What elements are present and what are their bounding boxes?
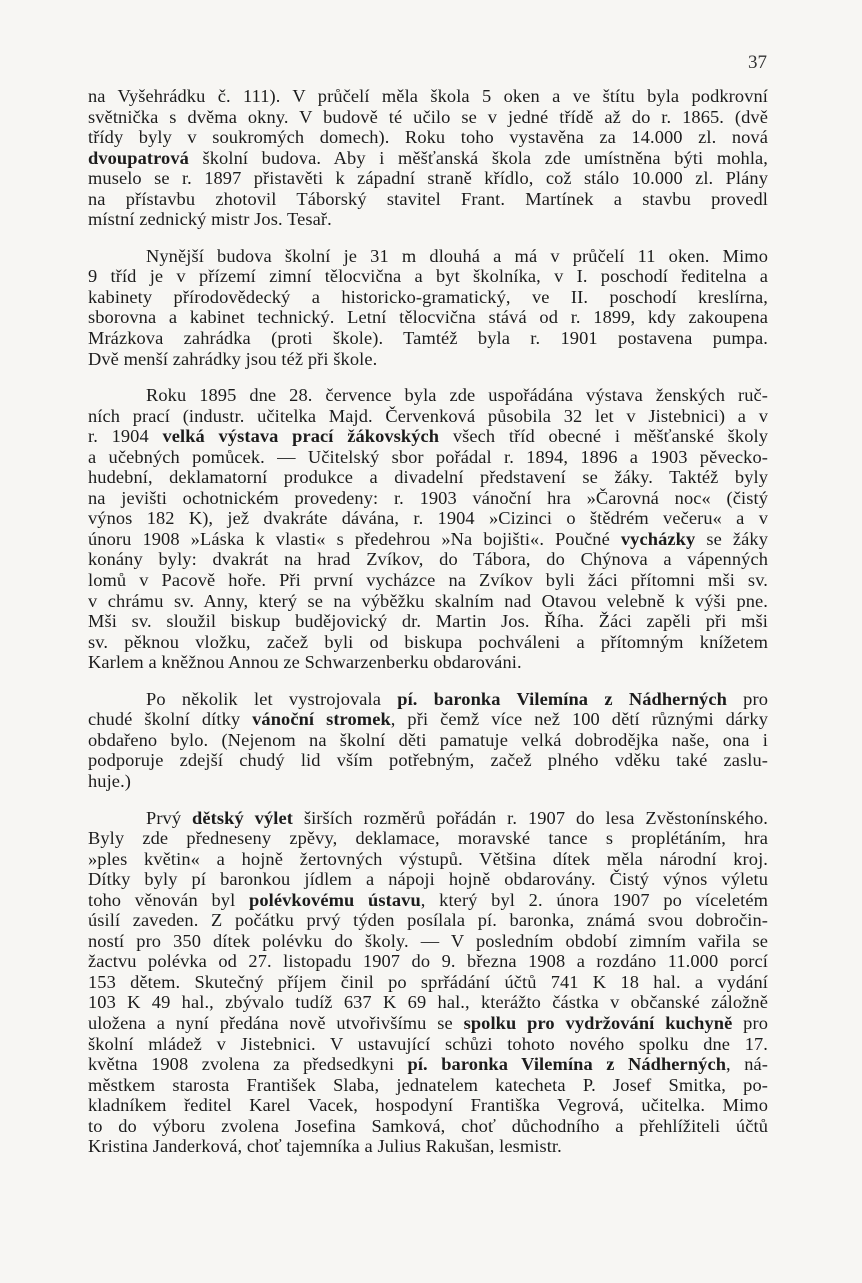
- text-line: v chrámu sv. Anny, který se na výběžku skalním nad Otavou velebně k výši pne.: [88, 590, 768, 611]
- text-line: Prvý dětský výlet širších rozměrů pořádán r. 1907 do lesa Zvěstonínského.: [146, 807, 768, 828]
- paragraph-gap: [88, 369, 768, 385]
- text-line: obdařeno bylo. (Nejenom na školní děti pamatuje velká dobrodějka naše, ona i: [88, 729, 768, 750]
- text-line: a učebných pomůcek. — Učitelský sbor pořádal r. 1894, 1896 a 1903 pěvecko-: [88, 446, 768, 467]
- page-number: 37: [748, 52, 767, 73]
- text-line: Roku 1895 dne 28. července byla zde uspořádána výstava ženských ruč-: [146, 385, 768, 406]
- text-line: sv. pěknou vložku, začež byli od biskupa pochváleni a přítomným knížetem: [88, 631, 768, 652]
- text-line: 9 tříd je v přízemí zimní tělocvična a byt školníka, v I. poschodí ředitelna a: [88, 266, 768, 287]
- text-line: Po několik let vystrojovala pí. baronka Vilemína z Nádherných pro: [146, 688, 768, 709]
- text-line: Byly zde předneseny zpěvy, deklamace, moravské tance s proplétáním, hra: [88, 828, 768, 849]
- text-line: »ples květin« a hojně žertovných výstupů. Většina dítek měla národní kroj.: [88, 848, 768, 869]
- text-line: lomů v Pacově hoře. Při první vycházce na Zvíkov byli žáci přítomni mši sv.: [88, 570, 768, 591]
- text-line: 103 K 49 hal., zbývalo tudíž 637 K 69 hal., kterážto částka v občanské záložně: [88, 992, 768, 1013]
- text-line: městkem starosta František Slaba, jednatelem katecheta P. Josef Smitka, po-: [88, 1074, 768, 1095]
- text-line: uložena a nyní předána nově utvořivšímu se spolku pro vydržování kuchyně pro: [88, 1012, 768, 1033]
- text-line: školní mládež v Jistebnici. V ustavující schůzi tohoto nového spolku dne 17.: [88, 1033, 768, 1054]
- text-line: května 1908 zvolena za předsedkyni pí. baronka Vilemína z Nádherných, ná-: [88, 1054, 768, 1075]
- text-line: na Vyšehrádku č. 111). V průčelí měla škola 5 oken a ve štítu byla podkrovní: [88, 86, 768, 106]
- text-line: Mši sv. sloužil biskup budějovický dr. Martin Jos. Říha. Žáci zapěli při mši: [88, 611, 768, 632]
- text-line: Mrázkova zahrádka (proti škole). Tamtéž byla r. 1901 postavena pumpa.: [88, 328, 768, 349]
- text-line: huje.): [88, 770, 131, 791]
- paragraph: [88, 385, 768, 673]
- paragraph-gap: [88, 230, 768, 246]
- text-line: konány byly: dvakrát na hrad Zvíkov, do Tábora, do Chýnova a vápenných: [88, 549, 768, 570]
- text-line: třídy byly v soukromých domech). Roku toho vystavěna za 14.000 zl. nová: [88, 127, 768, 148]
- text-line: hudební, deklamatorní produkce a divadelní představení se žáky. Taktéž byly: [88, 467, 768, 488]
- paragraph-gap: [88, 673, 768, 689]
- paragraph-gap: [88, 792, 768, 808]
- text-line: sborovna a kabinet technický. Letní tělocvična stává od r. 1899, kdy zakoupena: [88, 307, 768, 328]
- text-line: Karlem a kněžnou Annou ze Schwarzenberku obdarováni.: [88, 652, 522, 673]
- text-line: únoru 1908 »Láska k vlasti« s předehrou »Na bojišti«. Poučné vycházky se žáky: [88, 528, 768, 549]
- paragraph: [88, 808, 768, 1157]
- text-line: r. 1904 velká výstava prací žákovských všech tříd obecné i měšťanské školy: [88, 426, 769, 447]
- text-line: světnička s dvěma okny. V budově té učilo se v jedné třídě až do r. 1865. (dvě: [88, 106, 768, 127]
- text-line: 153 dětem. Skutečný příjem činil po sprřádání účtů 741 K 18 hal. a vydání: [88, 971, 768, 992]
- text-line: dvoupatrová školní budova. Aby i měšťanská škola zde umístněna býti mohla,: [88, 147, 768, 168]
- text-line: Dítky byly pí baronkou jídlem a nápoji hojně obdarovány. Čistý výnos výletu: [88, 869, 768, 890]
- text-line: na přístavbu zhotovil Táborský stavitel Frant. Martínek a stavbu provedl: [88, 188, 768, 209]
- text-line: na jevišti ochotnickém provedeny: r. 1903 vánoční hra »Čarovná noc« (čistý: [88, 487, 768, 508]
- body-text: [88, 86, 768, 1157]
- text-line: muselo se r. 1897 přistavěti k západní straně křídlo, což stálo 10.000 zl. Plány: [88, 168, 768, 189]
- paragraph: [88, 246, 768, 369]
- text-line: místní zednický mistr Jos. Tesař.: [88, 209, 332, 230]
- text-line: žactvu polévka od 27. listopadu 1907 do 9. března 1908 a rozdáno 11.000 porcí: [88, 951, 768, 972]
- text-line: to do výboru zvolena Josefina Samková, choť důchodního a přehlížiteli účtů: [88, 1115, 768, 1136]
- text-line: ností pro 350 dítek polévku do školy. — V posledním období zimním vařila se: [88, 930, 768, 951]
- text-line: Nynější budova školní je 31 m dlouhá a má v průčelí 11 oken. Mimo: [146, 245, 768, 266]
- text-line: úsilí zaveden. Z počátku prvý týden posílala pí. baronka, známá svou dobročin-: [88, 910, 768, 931]
- text-line: chudé školní dítky vánoční stromek, při čemž více než 100 dětí různými dárky: [88, 709, 768, 730]
- text-line: výnos 182 K), jež dvakráte dávána, r. 1904 »Cizinci o štědrém večeru« a v: [88, 508, 768, 529]
- text-line: Kristina Janderková, choť tajemníka a Julius Rakušan, lesmistr.: [88, 1136, 562, 1157]
- text-line: Dvě menší zahrádky jsou též při škole.: [88, 348, 378, 369]
- text-line: ních prací (industr. učitelka Majd. Červenková působila 32 let v Jistebnici) a v: [88, 405, 768, 426]
- paragraph: [88, 86, 768, 230]
- paragraph: [88, 689, 768, 792]
- text-line: podporuje zdejší chudý lid vším potřebným, začež plného vděku také zaslu-: [88, 750, 768, 771]
- text-line: kabinety přírodovědecký a historicko-gramatický, ve II. poschodí kreslírna,: [88, 286, 768, 307]
- text-line: kladníkem ředitel Karel Vacek, hospodyní Františka Vegrová, učitelka. Mimo: [88, 1095, 768, 1116]
- text-line: toho věnován byl polévkovému ústavu, který byl 2. února 1907 po víceletém: [88, 889, 769, 910]
